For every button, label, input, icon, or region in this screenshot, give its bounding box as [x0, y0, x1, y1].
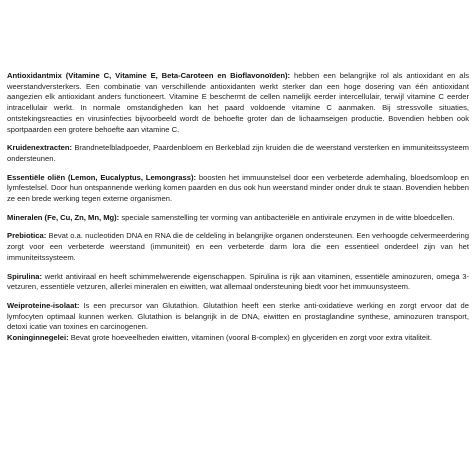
- paragraph-mineralen: [7, 213, 469, 224]
- paragraph-text: hebben een belangrijke rol als antioxidant en als weerstandversterkers. Een combinatie van verschillende antioxidanten werkt sterker dan een hoge dosering van één antioxidant aangezien elk antioxidant anders functioneert. Vitamine E beschermt de cellen namelijk eerder intercellulair, terwijl vitamine C eerder intracellulair werkt. In normale omstandigheden kan het paard voldoende vitamine C aanmaken. Bij stressvolle situaties, ontstekingsreacties en virusinfecties bijvoorbeeld wordt de behoefte groter dan de lichaamseigen productie. Bovendien hebben ook sportpaarden een grotere behoefte aan vitamine C.: [7, 71, 469, 134]
- paragraph-label: Prebiotica:: [7, 231, 47, 241]
- paragraph-label: Kruidenextracten:: [7, 143, 72, 153]
- paragraph-label: Weiproteine-isolaat:: [7, 300, 80, 310]
- paragraph-label: Koninginnegelei:: [7, 333, 69, 343]
- paragraph-koninginnegelei: [7, 333, 469, 344]
- paragraph-label: Antioxidantmix (Vitamine C, Vitamine E, Beta-Caroteen en Bioflavonoïden):: [7, 71, 291, 80]
- paragraph-text: Is een precursor van Glutathion. Glutathion heeft een sterke anti-oxidatieve werking en zorgt ervoor dat de lymfocyten optimaal kunnen werken. Glutathion is belangrijk in de DNA, eiwitten en prostaglandine synthese, aminozuren transport, detoxi icatie van toxines en carcinogenen.: [7, 300, 469, 332]
- paragraph-text: werkt antiviraal en heeft schimmelwerende eigenschappen. Spirulina is rijk aan vitaminen, essentiële aminozuren, omega 3-vetzuren, essentiële vetzuren, allerlei mineralen en eiwitten, wat allemaal ondersteuning biedt voor het immuunsysteem.: [7, 271, 469, 292]
- paragraph-kruidenextracten: [7, 143, 469, 164]
- paragraph-text: Bevat grote hoeveelheden eiwitten, vitaminen (vooral B-complex) en glyceriden en zorgt voor extra vitaliteit.: [68, 333, 433, 343]
- paragraph-label: Spirulina:: [7, 271, 43, 281]
- paragraph-weiproteine-isolaat: [7, 301, 469, 333]
- paragraph-label: Essentiële oliën (Lemon, Eucalyptus, Lemongrass):: [7, 172, 197, 182]
- paragraph-text: Brandnetelbladpoeder, Paardenbloem en Berkeblad zijn kruiden die de weerstand versterken en immuniteitssysteem ondersteunen.: [7, 143, 469, 163]
- paragraph-text: Bevat o.a. nucleotiden DNA en RNA die de celdeling in belangrijke organen ondersteunen. Een verhoogde celvermeerdering zorgt voor een verbeterde weerstand (immuniteit) en een verbeterde darm lora die een essentieel onderdeel zijn van het immuniteitssysteem.: [7, 231, 469, 262]
- paragraph-spirulina: [7, 272, 469, 293]
- paragraph-label: Mineralen (Fe, Cu, Zn, Mn, Mg):: [7, 212, 120, 222]
- paragraph-essentiele-olien: [7, 173, 469, 205]
- paragraph-text: speciale samenstelling ter vorming van antibacteriële en antivirale enzymen in de witte bloedcellen.: [119, 212, 455, 222]
- paragraph-antioxidantmix: [7, 71, 469, 135]
- paragraph-prebiotica: [7, 231, 469, 263]
- document-body: [7, 71, 469, 344]
- paragraph-text: boosten het immuunstelsel door een verbeterde ademhaling, bloedsomloop en lymfestelsel. Door hun ontspannende werking komen paarden en dus ook hun weerstand minder onder druk te staan. Bovendien hebben ze een brede werking tegen externe organismen.: [7, 172, 470, 204]
